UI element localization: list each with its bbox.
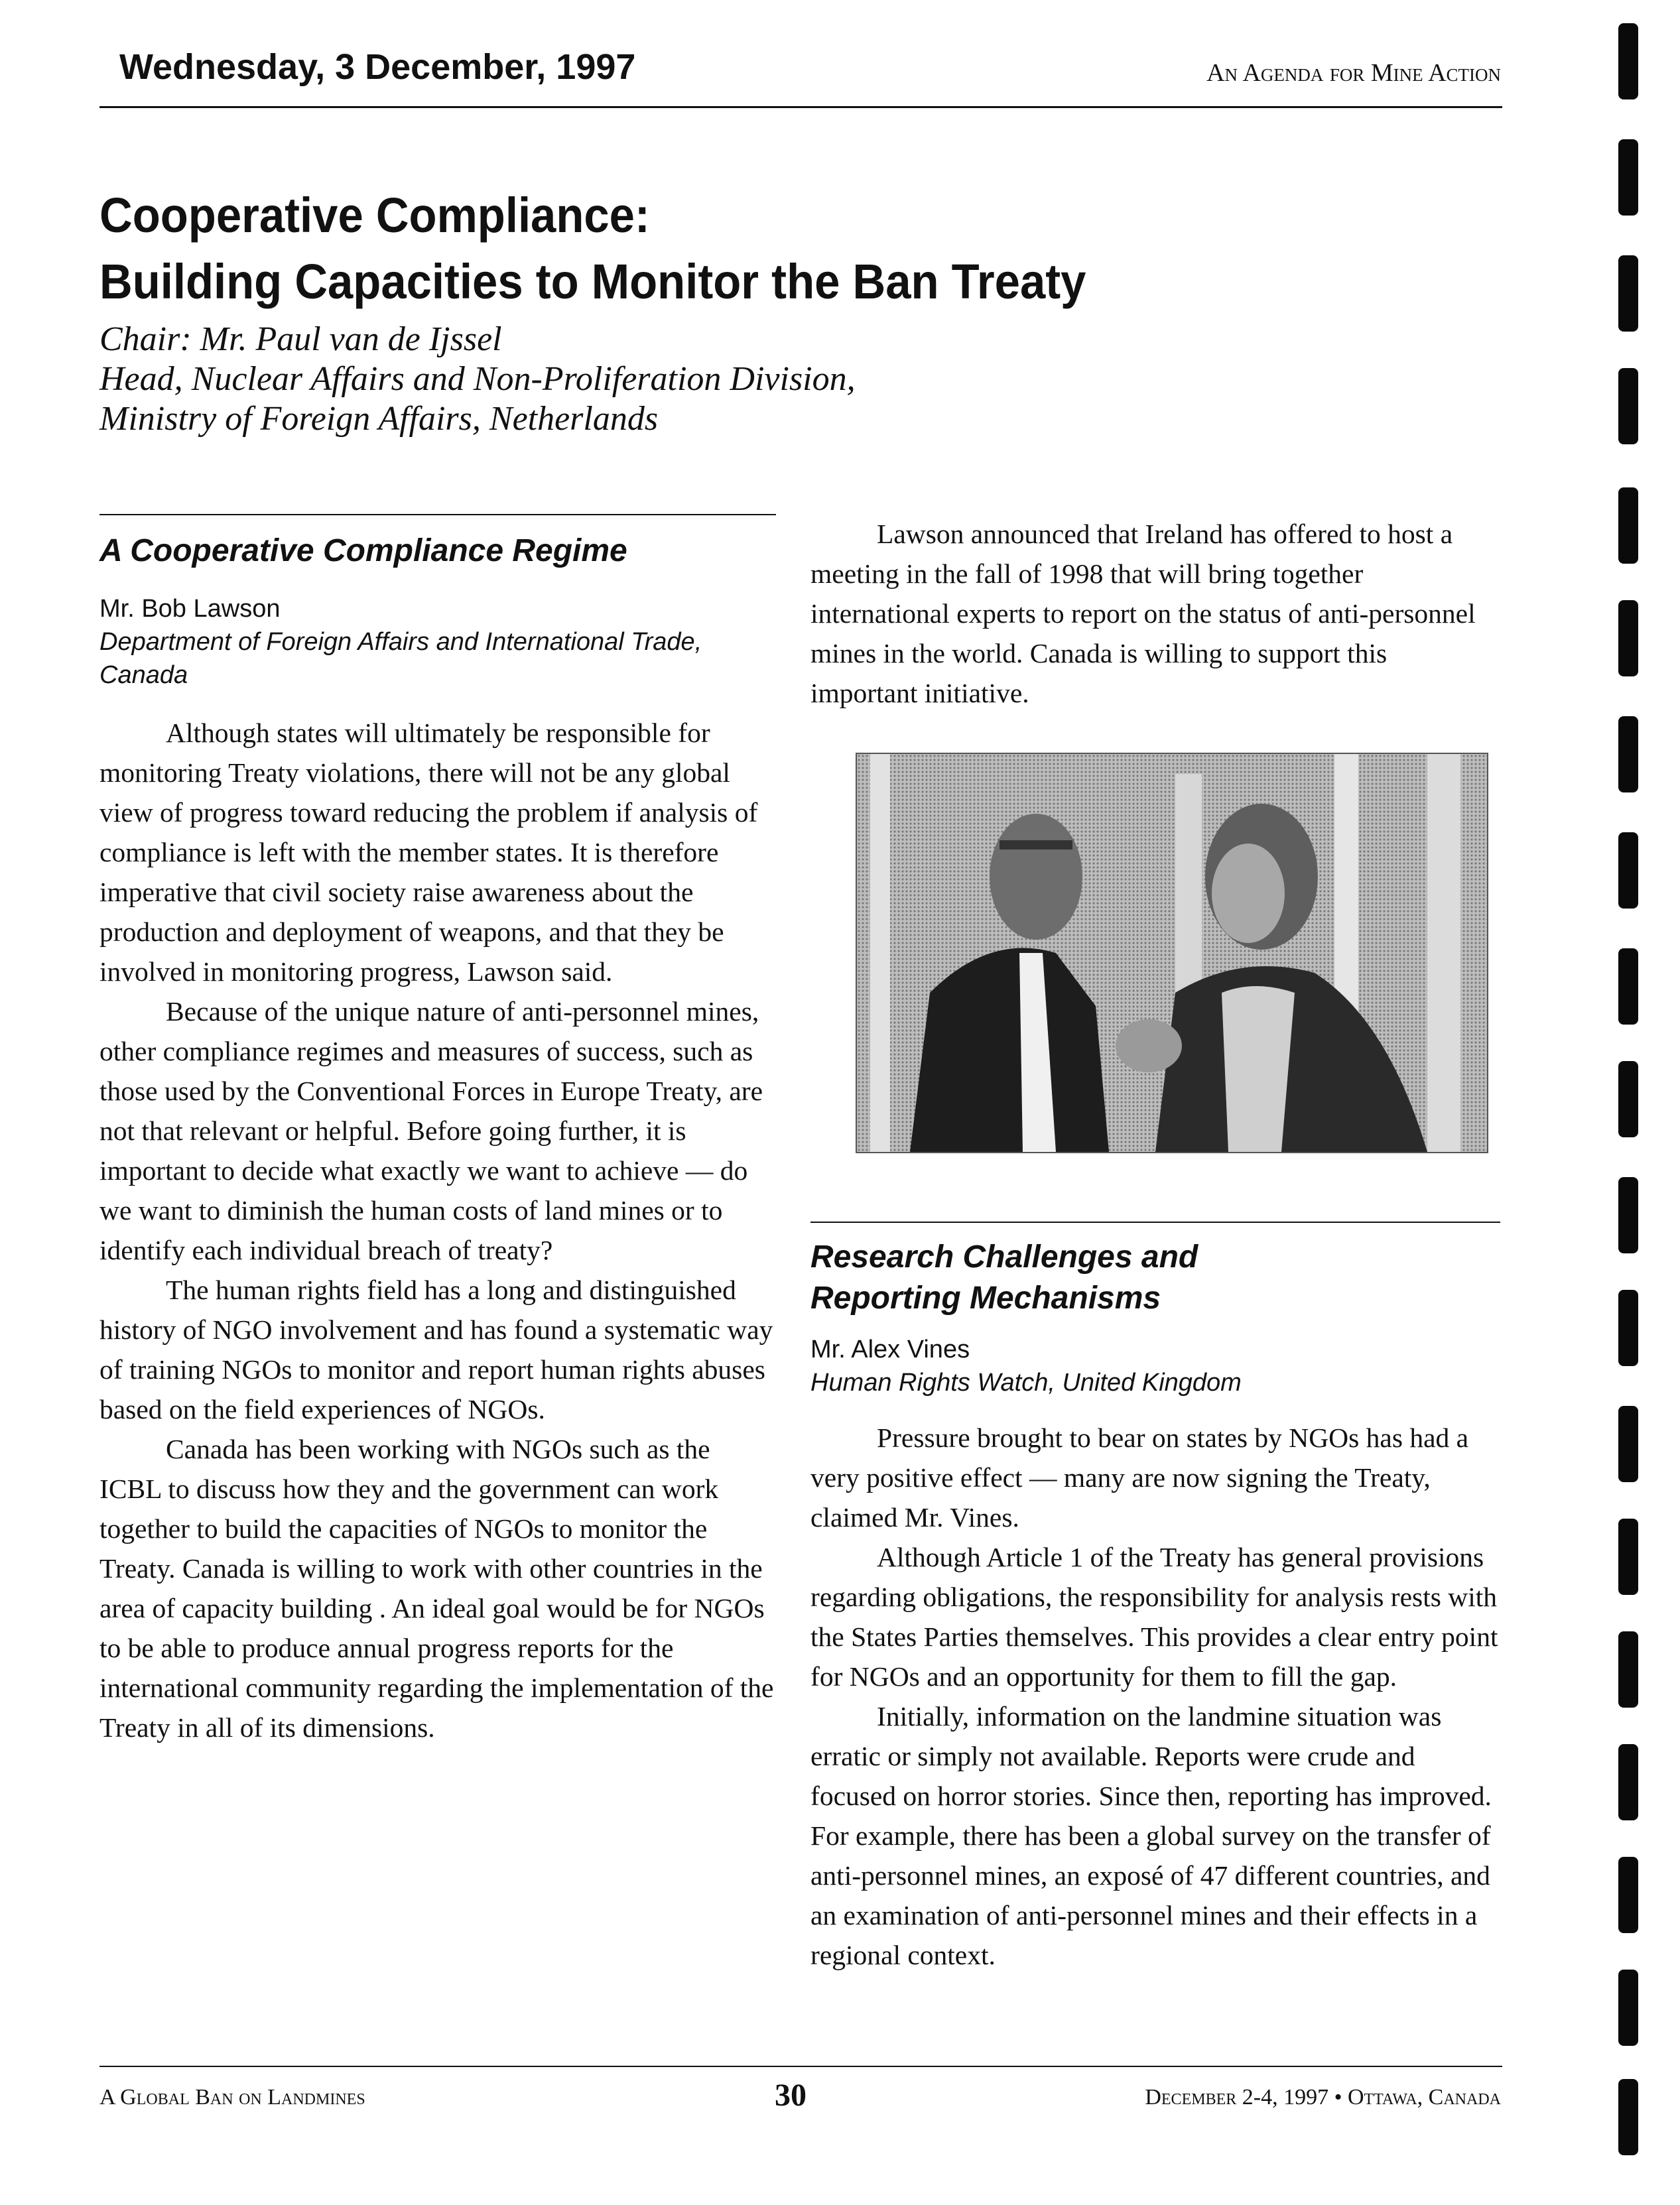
section2-paragraph-3: Initially, information on the landmine situation was erratic or simply not available. Reports were crude and focused on horror stories. Since then, reporting has improved. For example, there has been a global survey on the transfer of anti-personnel mines, an exposé of 47 different countries, and an examination of anti-personnel mines and their effects in a regional context. — [810, 1701, 1492, 1970]
section1-speaker-name: Mr. Bob Lawson — [99, 595, 281, 623]
session-chair — [99, 320, 1360, 439]
section1-paragraph-3: The human rights field has a long and distinguished history of NGO involvement and has found a systematic way of training NGOs to monitor and report human rights abuses based on the field experiences of NGOs. — [99, 1275, 773, 1424]
chair-ministry: Ministry of Foreign Affairs, Netherlands — [99, 400, 659, 438]
footer-publication: A Global Ban on Landmines — [99, 2085, 365, 2110]
binder-hole-mark — [1618, 716, 1638, 792]
session-title-line2: Building Capacities to Monitor the Ban Treaty — [99, 254, 1086, 309]
section1-title: A Cooperative Compliance Regime — [99, 533, 627, 568]
chair-title: Head, Nuclear Affairs and Non-Proliferation Division, — [99, 360, 856, 398]
header-rule — [99, 106, 1502, 108]
section2-speaker — [810, 1333, 1500, 1399]
section2-speaker-name: Mr. Alex Vines — [810, 1336, 970, 1363]
section1-affiliation-line2: Canada — [99, 661, 188, 689]
section1-rule — [99, 514, 776, 515]
section2-affiliation: Human Rights Watch, United Kingdom — [810, 1369, 1242, 1397]
binder-hole-mark — [1618, 1177, 1638, 1253]
binder-hole-mark — [1618, 600, 1638, 676]
binder-hole-mark — [1618, 1290, 1638, 1366]
section1-paragraph-2: Because of the unique nature of anti-personnel mines, other compliance regimes and measures of success, such as those used by the Conventional Forces in Europe Treaty, are not that relevant or helpful. Before going further, it is important to decide what exactly we want to achieve — do we want to diminish the human costs of land mines or to identify each individual breach of treaty? — [99, 996, 763, 1265]
binder-hole-mark — [1618, 487, 1638, 564]
chair-name: Chair: Mr. Paul van de Ijssel — [99, 320, 502, 358]
binder-hole-mark — [1618, 1744, 1638, 1820]
section2-paragraph-1: Pressure brought to bear on states by NGOs has had a very positive effect — many are now signing the Treaty, claimed Mr. Vines. — [810, 1422, 1469, 1533]
header-date: Wednesday, 3 December, 1997 — [119, 47, 636, 87]
page-number: 30 — [775, 2078, 807, 2113]
footer-rule — [99, 2066, 1502, 2067]
binder-hole-mark — [1618, 368, 1638, 444]
binder-hole-mark — [1618, 255, 1638, 332]
section2-rule — [810, 1222, 1500, 1223]
binder-hole-mark — [1618, 1406, 1638, 1482]
binder-hole-mark — [1618, 832, 1638, 909]
section2-title-line1: Research Challenges and — [810, 1239, 1198, 1275]
conference-photo — [856, 753, 1488, 1153]
section1-paragraph-4: Canada has been working with NGOs such as the ICBL to discuss how they and the government can work together to build the capacities of NGOs to monitor the Treaty. Canada is willing to work with other countries in the area of capacity building . An ideal goal would be for NGOs to be able to produce annual progress reports for the international community regarding the implementation of the Treaty in all of its dimensions. — [99, 1434, 774, 1743]
session-title — [99, 182, 1210, 315]
section1-affiliation-line1: Department of Foreign Affairs and International Trade, — [99, 628, 702, 656]
binder-hole-mark — [1618, 1857, 1638, 1933]
section2-body — [810, 1418, 1500, 1975]
section1-paragraph-5: Lawson announced that Ireland has offered to host a meeting in the fall of 1998 that will bring together international experts to report on the status of anti-personnel mines in the world. Canada is willing to support this important initiative. — [810, 519, 1476, 708]
section1-speaker — [99, 592, 796, 692]
header-running-title: An Agenda for Mine Action — [1206, 59, 1501, 87]
binder-hole-mark — [1618, 948, 1638, 1025]
section1-paragraph-1: Although states will ultimately be responsible for monitoring Treaty violations, there will not be any global view of progress toward reducing the problem if analysis of compliance is left with the member states. It is therefore imperative that civil society raise awareness about the production and deployment of weapons, and that they be involved in monitoring progress, Lawson said. — [99, 718, 758, 987]
section2-title-line2: Reporting Mechanisms — [810, 1281, 1161, 1316]
section1-body — [99, 713, 776, 1747]
binder-hole-mark — [1618, 2079, 1638, 2155]
binder-hole-mark — [1618, 1519, 1638, 1595]
binder-hole-mark — [1618, 1631, 1638, 1708]
section2-paragraph-2: Although Article 1 of the Treaty has general provisions regarding obligations, the responsibility for analysis rests with the States Parties themselves. This provides a clear entry point for NGOs and an opportunity for them to fill the gap. — [810, 1542, 1498, 1692]
binder-hole-mark — [1618, 139, 1638, 216]
binder-hole-mark — [1618, 1061, 1638, 1137]
section2-title — [810, 1237, 1198, 1319]
session-title-line1: Cooperative Compliance: — [99, 188, 650, 243]
footer-event: December 2-4, 1997 • Ottawa, Canada — [1145, 2085, 1501, 2110]
binder-hole-mark — [1618, 1970, 1638, 2046]
section1-continuation — [810, 514, 1500, 713]
binder-hole-mark — [1618, 23, 1638, 99]
